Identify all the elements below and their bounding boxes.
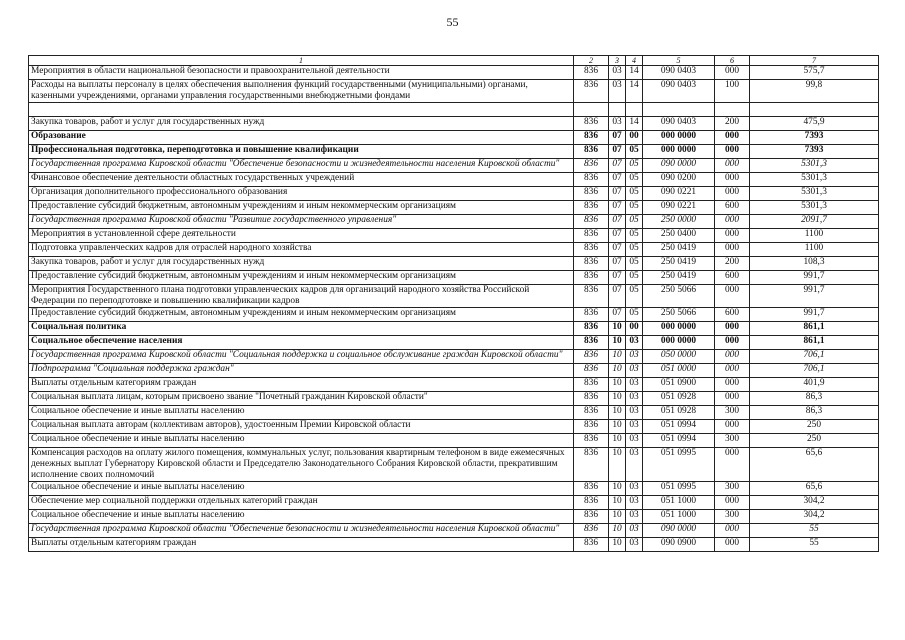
column-header: 1 — [29, 56, 574, 66]
row-target-article: 090 0221 — [643, 187, 715, 201]
row-name: Предоставление субсидий бюджетным, автономным учреждениям и иным некоммерческим организациям — [29, 271, 574, 285]
table-row — [29, 406, 879, 420]
row-expense-type: 600 — [715, 308, 750, 322]
row-target-article — [643, 103, 715, 117]
row-expense-type: 600 — [715, 201, 750, 215]
column-header: 6 — [715, 56, 750, 66]
row-amount: 86,3 — [750, 406, 879, 420]
page-number: 55 — [446, 15, 459, 29]
table-row — [29, 271, 879, 285]
row-amount — [750, 103, 879, 117]
row-admin-code: 836 — [574, 173, 609, 187]
row-amount: 108,3 — [750, 257, 879, 271]
table-body — [29, 56, 879, 552]
row-section: 03 — [609, 80, 626, 103]
row-amount: 575,7 — [750, 66, 879, 80]
row-subsection: 03 — [626, 524, 643, 538]
row-amount: 304,2 — [750, 510, 879, 524]
row-section: 10 — [609, 420, 626, 434]
row-expense-type: 100 — [715, 80, 750, 103]
row-expense-type: 000 — [715, 378, 750, 392]
row-section: 10 — [609, 350, 626, 364]
row-amount: 55 — [750, 538, 879, 552]
row-target-article: 090 0403 — [643, 66, 715, 80]
row-admin-code: 836 — [574, 66, 609, 80]
row-target-article: 250 5066 — [643, 285, 715, 308]
column-header: 7 — [750, 56, 879, 66]
row-name: Государственная программа Кировской области "Развитие государственного управления" — [29, 215, 574, 229]
row-expense-type: 000 — [715, 243, 750, 257]
row-admin-code: 836 — [574, 80, 609, 103]
row-amount: 7393 — [750, 131, 879, 145]
table-row — [29, 308, 879, 322]
table-row — [29, 448, 879, 482]
table-row — [29, 434, 879, 448]
row-expense-type: 000 — [715, 229, 750, 243]
table-row — [29, 496, 879, 510]
row-expense-type: 200 — [715, 257, 750, 271]
row-admin-code: 836 — [574, 420, 609, 434]
row-target-article: 090 0403 — [643, 80, 715, 103]
row-section: 07 — [609, 229, 626, 243]
row-name: Профессиональная подготовка, переподготовка и повышение квалификации — [29, 145, 574, 159]
table-row — [29, 510, 879, 524]
row-target-article: 051 0995 — [643, 448, 715, 482]
table-row — [29, 538, 879, 552]
row-target-article: 051 1000 — [643, 496, 715, 510]
row-amount: 250 — [750, 434, 879, 448]
row-amount: 861,1 — [750, 336, 879, 350]
row-subsection: 03 — [626, 482, 643, 496]
row-admin-code: 836 — [574, 215, 609, 229]
row-name: Расходы на выплаты персоналу в целях обеспечения выполнения функций государственными (муниципальными) органами, казенными учреждениями, органами управления государственными внебюджетными фондами — [29, 80, 574, 103]
row-target-article: 250 0419 — [643, 271, 715, 285]
row-target-article: 051 0000 — [643, 364, 715, 378]
row-section: 10 — [609, 392, 626, 406]
row-section: 07 — [609, 173, 626, 187]
row-target-article: 051 0994 — [643, 434, 715, 448]
row-admin-code: 836 — [574, 187, 609, 201]
row-subsection: 05 — [626, 229, 643, 243]
row-target-article: 051 0900 — [643, 378, 715, 392]
row-expense-type: 000 — [715, 173, 750, 187]
row-section: 07 — [609, 145, 626, 159]
table-row — [29, 131, 879, 145]
row-admin-code: 836 — [574, 271, 609, 285]
row-amount: 401,9 — [750, 378, 879, 392]
row-expense-type: 300 — [715, 406, 750, 420]
row-subsection: 00 — [626, 131, 643, 145]
row-section: 07 — [609, 187, 626, 201]
row-subsection: 03 — [626, 364, 643, 378]
column-header: 2 — [574, 56, 609, 66]
row-subsection: 03 — [626, 538, 643, 552]
row-subsection: 05 — [626, 159, 643, 173]
row-admin-code: 836 — [574, 524, 609, 538]
table-row — [29, 159, 879, 173]
row-amount: 5301,3 — [750, 173, 879, 187]
row-section: 07 — [609, 201, 626, 215]
table-row — [29, 392, 879, 406]
row-expense-type: 000 — [715, 392, 750, 406]
row-subsection: 03 — [626, 350, 643, 364]
row-expense-type: 000 — [715, 322, 750, 336]
row-subsection: 05 — [626, 187, 643, 201]
row-section: 10 — [609, 496, 626, 510]
row-section: 10 — [609, 336, 626, 350]
row-admin-code: 836 — [574, 510, 609, 524]
row-section: 10 — [609, 482, 626, 496]
row-subsection: 14 — [626, 80, 643, 103]
table-row — [29, 215, 879, 229]
row-target-article: 051 0995 — [643, 482, 715, 496]
row-expense-type: 300 — [715, 434, 750, 448]
row-section: 10 — [609, 448, 626, 482]
table-row — [29, 201, 879, 215]
row-expense-type: 000 — [715, 364, 750, 378]
row-expense-type: 200 — [715, 117, 750, 131]
row-name: Подготовка управленческих кадров для отраслей народного хозяйства — [29, 243, 574, 257]
row-section: 10 — [609, 524, 626, 538]
table-row — [29, 336, 879, 350]
row-amount: 5301,3 — [750, 187, 879, 201]
row-section: 07 — [609, 308, 626, 322]
row-name: Государственная программа Кировской области "Обеспечение безопасности и жизнедеятельности населения Кировской области" — [29, 159, 574, 173]
row-name: Мероприятия Государственного плана подготовки управленческих кадров для организаций народного хозяйства Российской Федерации по переподготовке и повышению квалификации кадров — [29, 285, 574, 308]
row-target-article: 050 0000 — [643, 350, 715, 364]
row-amount: 5301,3 — [750, 201, 879, 215]
row-expense-type: 300 — [715, 482, 750, 496]
table-row — [29, 350, 879, 364]
row-amount: 99,8 — [750, 80, 879, 103]
row-target-article: 090 0221 — [643, 201, 715, 215]
row-name: Социальное обеспечение и иные выплаты населению — [29, 406, 574, 420]
row-target-article: 090 0000 — [643, 159, 715, 173]
row-admin-code: 836 — [574, 336, 609, 350]
row-name: Закупка товаров, работ и услуг для государственных нужд — [29, 257, 574, 271]
row-expense-type: 600 — [715, 271, 750, 285]
row-name: Социальное обеспечение и иные выплаты населению — [29, 434, 574, 448]
row-amount: 304,2 — [750, 496, 879, 510]
row-name: Государственная программа Кировской области "Социальная поддержка и социальное обслуживание граждан Кировской области" — [29, 350, 574, 364]
table-row — [29, 322, 879, 336]
row-amount: 991,7 — [750, 271, 879, 285]
row-name: Выплаты отдельным категориям граждан — [29, 538, 574, 552]
row-admin-code: 836 — [574, 131, 609, 145]
row-expense-type: 000 — [715, 187, 750, 201]
table-row — [29, 145, 879, 159]
row-subsection: 05 — [626, 243, 643, 257]
row-expense-type: 000 — [715, 538, 750, 552]
row-section: 10 — [609, 538, 626, 552]
row-admin-code: 836 — [574, 406, 609, 420]
row-subsection: 00 — [626, 322, 643, 336]
row-admin-code: 836 — [574, 350, 609, 364]
row-section: 10 — [609, 322, 626, 336]
row-name: Образование — [29, 131, 574, 145]
row-name: Финансовое обеспечение деятельности областных государственных учреждений — [29, 173, 574, 187]
row-amount: 250 — [750, 420, 879, 434]
row-expense-type: 000 — [715, 336, 750, 350]
row-target-article: 051 0928 — [643, 392, 715, 406]
row-name: Государственная программа Кировской области "Обеспечение безопасности и жизнедеятельности населения Кировской области" — [29, 524, 574, 538]
row-admin-code: 836 — [574, 448, 609, 482]
row-section: 07 — [609, 215, 626, 229]
row-section: 03 — [609, 66, 626, 80]
table-row — [29, 482, 879, 496]
row-section: 07 — [609, 285, 626, 308]
row-expense-type: 000 — [715, 66, 750, 80]
row-admin-code: 836 — [574, 538, 609, 552]
row-section: 10 — [609, 378, 626, 392]
row-target-article: 051 0928 — [643, 406, 715, 420]
row-amount: 55 — [750, 524, 879, 538]
row-subsection: 05 — [626, 308, 643, 322]
row-subsection: 03 — [626, 434, 643, 448]
row-subsection: 03 — [626, 392, 643, 406]
row-admin-code: 836 — [574, 434, 609, 448]
row-name: Социальная выплата лицам, которым присвоено звание "Почетный гражданин Кировской области" — [29, 392, 574, 406]
column-header: 4 — [626, 56, 643, 66]
row-name: Компенсация расходов на оплату жилого помещения, коммунальных услуг, пользования квартирным телефоном в виде ежемесячных денежных выплат Губернатору Кировской области и Председателю Законодательного Собрания Кировской области, прекратившим исполнение своих полномочий — [29, 448, 574, 482]
row-admin-code: 836 — [574, 257, 609, 271]
row-target-article: 000 0000 — [643, 322, 715, 336]
table-row — [29, 285, 879, 308]
row-admin-code: 836 — [574, 117, 609, 131]
row-amount: 861,1 — [750, 322, 879, 336]
row-name: Социальное обеспечение и иные выплаты населению — [29, 482, 574, 496]
row-section — [609, 103, 626, 117]
row-expense-type: 000 — [715, 448, 750, 482]
row-amount: 475,9 — [750, 117, 879, 131]
row-name — [29, 103, 574, 117]
table-row — [29, 524, 879, 538]
row-admin-code: 836 — [574, 159, 609, 173]
row-target-article: 051 1000 — [643, 510, 715, 524]
row-admin-code: 836 — [574, 145, 609, 159]
row-expense-type: 000 — [715, 145, 750, 159]
row-subsection: 03 — [626, 406, 643, 420]
row-name: Мероприятия в установленной сфере деятельности — [29, 229, 574, 243]
table-row — [29, 80, 879, 103]
row-section: 07 — [609, 257, 626, 271]
row-section: 10 — [609, 434, 626, 448]
row-admin-code: 836 — [574, 378, 609, 392]
row-subsection: 05 — [626, 285, 643, 308]
row-admin-code — [574, 103, 609, 117]
row-name: Социальная выплата авторам (коллективам авторов), удостоенным Премии Кировской области — [29, 420, 574, 434]
row-subsection: 05 — [626, 257, 643, 271]
row-admin-code: 836 — [574, 243, 609, 257]
row-amount: 1100 — [750, 243, 879, 257]
row-target-article: 250 5066 — [643, 308, 715, 322]
table-row — [29, 117, 879, 131]
row-subsection: 05 — [626, 201, 643, 215]
row-expense-type: 000 — [715, 285, 750, 308]
row-expense-type: 000 — [715, 159, 750, 173]
row-admin-code: 836 — [574, 364, 609, 378]
row-name: Организация дополнительного профессионального образования — [29, 187, 574, 201]
row-subsection: 14 — [626, 117, 643, 131]
row-amount: 86,3 — [750, 392, 879, 406]
row-section: 07 — [609, 271, 626, 285]
row-name: Социальная политика — [29, 322, 574, 336]
row-target-article: 000 0000 — [643, 336, 715, 350]
row-expense-type: 000 — [715, 420, 750, 434]
row-subsection: 05 — [626, 215, 643, 229]
row-target-article: 090 0403 — [643, 117, 715, 131]
row-section: 03 — [609, 117, 626, 131]
header-row — [29, 56, 879, 66]
row-expense-type: 000 — [715, 524, 750, 538]
row-section: 10 — [609, 364, 626, 378]
column-header: 5 — [643, 56, 715, 66]
row-name: Социальное обеспечение и иные выплаты населению — [29, 510, 574, 524]
row-target-article: 090 0000 — [643, 524, 715, 538]
row-name: Обеспечение мер социальной поддержки отдельных категорий граждан — [29, 496, 574, 510]
row-amount: 991,7 — [750, 308, 879, 322]
row-admin-code: 836 — [574, 322, 609, 336]
table-row — [29, 103, 879, 117]
row-name: Мероприятия в области национальной безопасности и правоохранительной деятельности — [29, 66, 574, 80]
row-section: 10 — [609, 406, 626, 420]
row-subsection: 03 — [626, 496, 643, 510]
row-name: Предоставление субсидий бюджетным, автономным учреждениям и иным некоммерческим организациям — [29, 308, 574, 322]
row-subsection: 03 — [626, 336, 643, 350]
row-target-article: 250 0419 — [643, 243, 715, 257]
row-expense-type: 000 — [715, 215, 750, 229]
row-amount: 706,1 — [750, 350, 879, 364]
row-subsection — [626, 103, 643, 117]
row-amount: 65,6 — [750, 482, 879, 496]
budget-table — [28, 55, 879, 552]
row-subsection: 05 — [626, 173, 643, 187]
row-admin-code: 836 — [574, 308, 609, 322]
row-target-article: 250 0400 — [643, 229, 715, 243]
row-expense-type: 300 — [715, 510, 750, 524]
table-row — [29, 243, 879, 257]
table-row — [29, 66, 879, 80]
row-subsection: 03 — [626, 420, 643, 434]
row-section: 07 — [609, 243, 626, 257]
row-target-article: 000 0000 — [643, 145, 715, 159]
row-amount: 5301,3 — [750, 159, 879, 173]
row-target-article: 000 0000 — [643, 131, 715, 145]
row-name: Закупка товаров, работ и услуг для государственных нужд — [29, 117, 574, 131]
row-expense-type: 000 — [715, 131, 750, 145]
table-row — [29, 187, 879, 201]
row-admin-code: 836 — [574, 285, 609, 308]
table-row — [29, 364, 879, 378]
table-row — [29, 378, 879, 392]
row-subsection: 03 — [626, 448, 643, 482]
row-admin-code: 836 — [574, 201, 609, 215]
row-admin-code: 836 — [574, 496, 609, 510]
row-section: 07 — [609, 159, 626, 173]
row-target-article: 250 0419 — [643, 257, 715, 271]
table-row — [29, 420, 879, 434]
row-amount: 1100 — [750, 229, 879, 243]
row-expense-type — [715, 103, 750, 117]
column-header: 3 — [609, 56, 626, 66]
row-amount: 706,1 — [750, 364, 879, 378]
row-target-article: 090 0900 — [643, 538, 715, 552]
row-subsection: 05 — [626, 271, 643, 285]
row-target-article: 090 0200 — [643, 173, 715, 187]
row-amount: 991,7 — [750, 285, 879, 308]
row-amount: 7393 — [750, 145, 879, 159]
row-name: Социальное обеспечение населения — [29, 336, 574, 350]
row-expense-type: 000 — [715, 496, 750, 510]
row-subsection: 05 — [626, 145, 643, 159]
row-admin-code: 836 — [574, 482, 609, 496]
row-section: 10 — [609, 510, 626, 524]
row-name: Выплаты отдельным категориям граждан — [29, 378, 574, 392]
row-name: Подпрограмма "Социальная поддержка граждан" — [29, 364, 574, 378]
row-subsection: 14 — [626, 66, 643, 80]
row-admin-code: 836 — [574, 392, 609, 406]
row-amount: 65,6 — [750, 448, 879, 482]
row-target-article: 250 0000 — [643, 215, 715, 229]
row-admin-code: 836 — [574, 229, 609, 243]
row-subsection: 03 — [626, 510, 643, 524]
row-target-article: 051 0994 — [643, 420, 715, 434]
row-expense-type: 000 — [715, 350, 750, 364]
table-row — [29, 173, 879, 187]
table-row — [29, 229, 879, 243]
table-row — [29, 257, 879, 271]
row-amount: 2091,7 — [750, 215, 879, 229]
row-name: Предоставление субсидий бюджетным, автономным учреждениям и иным некоммерческим организациям — [29, 201, 574, 215]
row-subsection: 03 — [626, 378, 643, 392]
row-section: 07 — [609, 131, 626, 145]
